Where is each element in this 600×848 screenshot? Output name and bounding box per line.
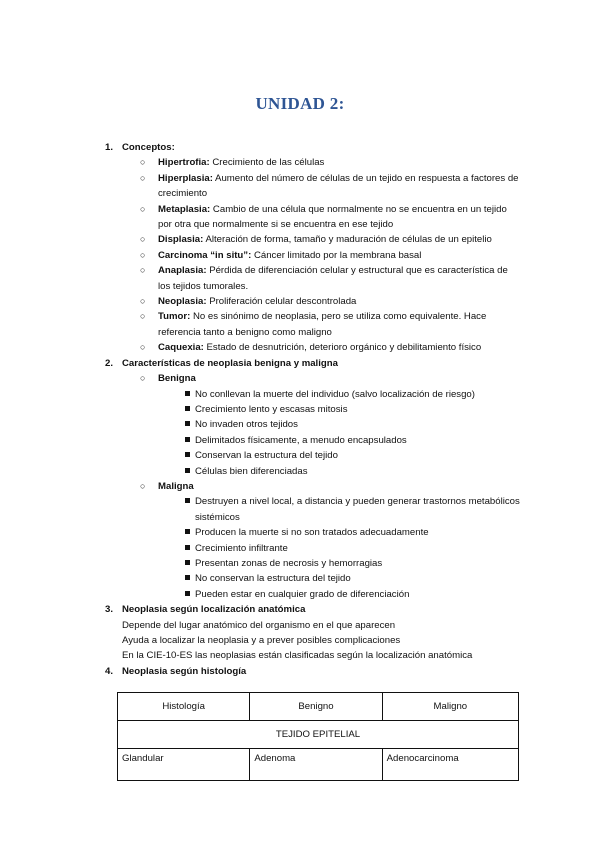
concept-term: Metaplasia:: [158, 203, 211, 215]
section-4-heading: [0, 664, 600, 679]
table-subheader-row: [118, 721, 519, 749]
concept-definition: Cáncer limitado por la membrana basal: [251, 249, 422, 261]
square-bullet-icon: [185, 437, 190, 442]
concept-term: Caquexia:: [158, 342, 204, 354]
concept-item: [0, 232, 600, 247]
circle-bullet-icon: ○: [140, 265, 146, 276]
concept-item: [0, 294, 600, 309]
list-item: [0, 433, 600, 448]
concept-item: [0, 202, 600, 233]
concept-item: [0, 309, 600, 340]
square-bullet-icon: [185, 545, 190, 550]
square-bullet-icon: [185, 529, 190, 534]
concept-term: Anaplasia:: [158, 265, 207, 277]
list-item-text: Presentan zonas de necrosis y hemorragias: [195, 557, 383, 569]
section-3-heading: [0, 602, 600, 617]
concept-definition: Crecimiento de las células: [209, 157, 325, 169]
table-row: [118, 749, 519, 781]
concept-term: Neoplasia:: [158, 296, 207, 308]
table-header-cell: Maligno: [382, 693, 518, 721]
section-title: Características de neoplasia benigna y maligna: [122, 357, 338, 369]
section-title: Conceptos:: [122, 142, 175, 153]
list-item: [0, 417, 600, 432]
section-number: 2.: [105, 357, 114, 369]
circle-bullet-icon: ○: [140, 157, 146, 168]
section-number: 4.: [105, 665, 114, 677]
benigna-heading: [0, 371, 600, 386]
concept-term: Hipertrofia:: [158, 157, 210, 169]
list-item: [0, 387, 600, 402]
circle-bullet-icon: ○: [140, 480, 146, 491]
list-item-text: Destruyen a nivel local, a distancia y pueden generar trastornos metabólicos sistémicos: [195, 496, 520, 523]
maligna-label: Maligna: [158, 480, 194, 492]
table-header-cell: Histología: [118, 693, 250, 721]
list-item-text: Pueden estar en cualquier grado de diferenciación: [195, 588, 410, 600]
concept-definition: Aumento del número de células de un tejido en respuesta a factores de crecimiento: [158, 172, 519, 200]
list-item-text: Producen la muerte si no son tratados adecuadamente: [195, 527, 429, 539]
circle-bullet-icon: ○: [140, 342, 146, 353]
list-item: [0, 525, 600, 540]
concept-definition: Pérdida de diferenciación celular y estructural que es característica de los tejidos tumorales.: [158, 265, 508, 292]
circle-bullet-icon: ○: [140, 172, 146, 183]
concept-definition: Proliferación celular descontrolada: [206, 296, 357, 308]
concept-term: Tumor:: [158, 311, 191, 323]
maligna-heading: [0, 479, 600, 494]
list-item: [0, 402, 600, 417]
histology-table: [117, 692, 519, 781]
concept-definition: Alteración de forma, tamaño y maduración de células de un epitelio: [203, 234, 492, 246]
paragraph-line: Ayuda a localizar la neoplasia y a prever posibles complicaciones: [122, 635, 401, 646]
list-item-text: No conservan la estructura del tejido: [195, 573, 351, 585]
concept-item: [0, 340, 600, 355]
list-item: [0, 587, 600, 602]
square-bullet-icon: [185, 452, 190, 457]
circle-bullet-icon: ○: [140, 373, 146, 384]
table-header-row: [118, 693, 519, 721]
page-title: UNIDAD 2:: [255, 94, 345, 113]
paragraph-line: En la CIE-10-ES las neoplasias están clasificadas según la localización anatómica: [122, 650, 473, 662]
list-item-text: Crecimiento infiltrante: [195, 542, 288, 554]
list-item-text: Delimitados físicamente, a menudo encapsulados: [195, 434, 407, 446]
list-item-text: No invaden otros tejidos: [195, 419, 298, 431]
maligna-list: [0, 494, 600, 602]
concept-definition: No es sinónimo de neoplasia, pero se utiliza como equivalente. Hace referencia tanto a benigno como maligno: [158, 311, 487, 338]
circle-bullet-icon: ○: [140, 203, 146, 214]
section-title: Neoplasia según histología: [122, 665, 247, 677]
circle-bullet-icon: ○: [140, 249, 146, 260]
section-1-heading: [0, 140, 600, 155]
square-bullet-icon: [185, 406, 190, 411]
square-bullet-icon: [185, 468, 190, 473]
document-content: [0, 140, 600, 679]
square-bullet-icon: [185, 560, 190, 565]
square-bullet-icon: [185, 421, 190, 426]
square-bullet-icon: [185, 391, 190, 396]
concept-definition: Estado de desnutrición, deterioro orgánico y debilitamiento físico: [203, 342, 482, 354]
table-cell: Adenoma: [250, 749, 382, 781]
circle-bullet-icon: ○: [140, 296, 146, 307]
concept-term: Hiperplasia:: [158, 172, 213, 184]
square-bullet-icon: [185, 575, 190, 580]
list-item-text: No conllevan la muerte del individuo (salvo localización de riesgo): [195, 388, 475, 400]
concept-term: Carcinoma “in situ”:: [158, 249, 252, 261]
circle-bullet-icon: ○: [140, 234, 146, 245]
list-item: [0, 541, 600, 556]
table-cell: Glandular: [118, 749, 250, 781]
square-bullet-icon: [185, 498, 190, 503]
concept-item: [0, 248, 600, 263]
square-bullet-icon: [185, 591, 190, 596]
list-item-text: Crecimiento lento y escasas mitosis: [195, 403, 348, 415]
concept-definition: Cambio de una célula que normalmente no se encuentra en un tejido por otra que normalmente si se encuentra en ese tejido: [158, 203, 507, 231]
section-title: Neoplasia según localización anatómica: [122, 604, 306, 616]
section-number: 3.: [105, 604, 114, 616]
circle-bullet-icon: ○: [140, 311, 146, 322]
list-item: [0, 571, 600, 586]
list-item: [0, 464, 600, 479]
list-item: [0, 494, 600, 525]
table-cell: Adenocarcinoma: [382, 749, 518, 781]
list-item: [0, 556, 600, 571]
section-number: 1.: [105, 142, 114, 153]
concept-item: [0, 171, 600, 202]
list-item: [0, 448, 600, 463]
concepts-list: [0, 155, 600, 355]
list-item-text: Conservan la estructura del tejido: [195, 450, 338, 462]
table-header-cell: Benigno: [250, 693, 382, 721]
concept-item: [0, 263, 600, 294]
section-2-heading: [0, 356, 600, 371]
list-item-text: Células bien diferenciadas: [195, 465, 308, 477]
concept-item: [0, 155, 600, 170]
benigna-label: Benigna: [158, 373, 196, 385]
paragraph-line: Depende del lugar anatómico del organismo en el que aparecen: [122, 619, 396, 631]
benigna-list: [0, 387, 600, 479]
concept-term: Displasia:: [158, 234, 204, 246]
table-subheader-cell: TEJIDO EPITELIAL: [118, 721, 519, 749]
